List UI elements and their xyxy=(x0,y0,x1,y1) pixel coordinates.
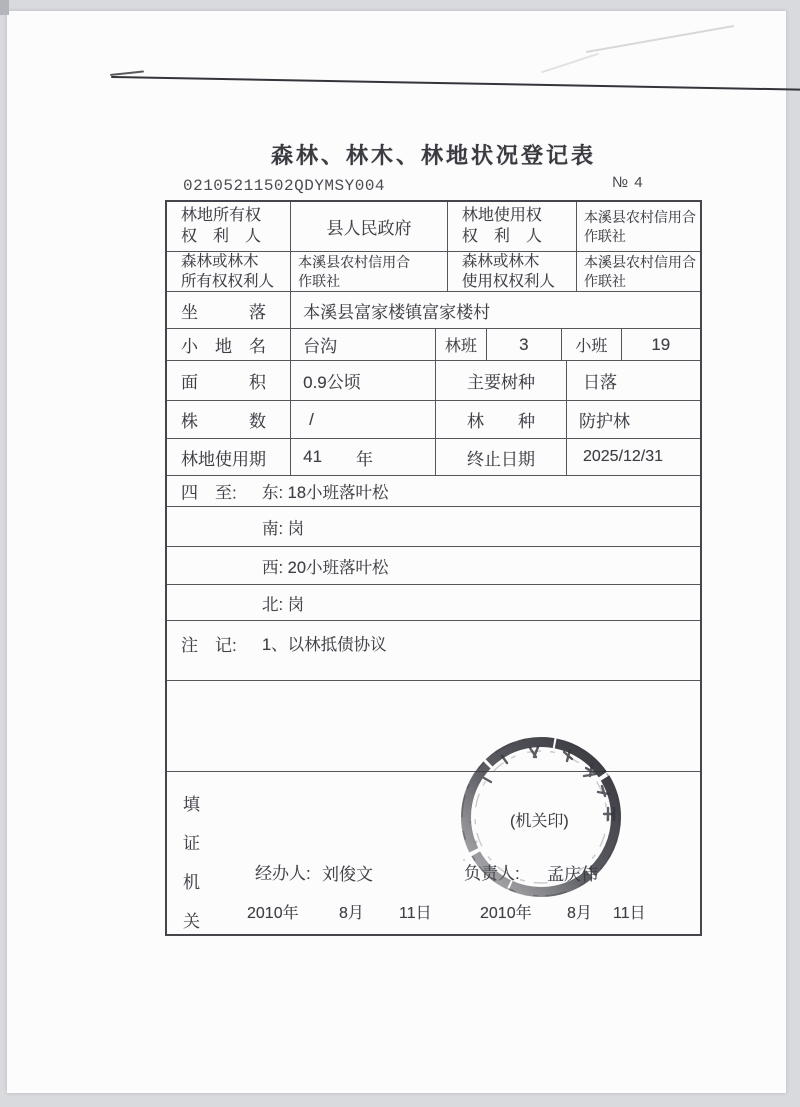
forest-owner-label-line1: 森林或林木 xyxy=(181,252,259,270)
serial-number: 02105211502QDYMSY004 xyxy=(183,177,386,195)
table-row-boundary-south xyxy=(167,507,700,547)
boundary-north-value: 北: 岗 xyxy=(262,595,305,614)
date-left-day: 11日 xyxy=(399,905,432,922)
boundaries-label: 四 至: xyxy=(181,483,237,503)
handler-name: 刘俊文 xyxy=(322,865,373,884)
place-name-value: 台沟 xyxy=(291,329,436,360)
agency-vertical-label xyxy=(183,790,200,932)
sub-block-label: 小班 xyxy=(562,329,622,360)
handler-label: 经办人: xyxy=(255,864,311,883)
boundary-south-value: 南: 岗 xyxy=(262,519,305,538)
forest-type-label: 林 种 xyxy=(436,401,567,438)
official-seal-stamp xyxy=(446,722,636,912)
date-right-year: 2010年 xyxy=(480,905,532,922)
agency-char: 关 xyxy=(183,912,200,931)
table-row-notes xyxy=(167,621,700,681)
table-row-place-name xyxy=(167,329,700,361)
forest-block-label: 林班 xyxy=(436,329,487,360)
table-row-boundary-west xyxy=(167,547,700,585)
date-right-day: 11日 xyxy=(613,905,646,922)
land-owner-value: 县人民政府 xyxy=(291,202,448,251)
table-row-tree-count xyxy=(167,401,700,439)
notes-label: 注 记: xyxy=(181,636,237,655)
table-row-forest-rights xyxy=(167,252,700,292)
land-owner-label-line1: 林地所有权 xyxy=(181,207,262,225)
land-user-label-line1: 林地使用权 xyxy=(461,207,542,225)
table-row-boundary-north xyxy=(167,585,700,621)
area-value: 0.9公顷 xyxy=(291,361,436,400)
table-row-location xyxy=(167,292,700,329)
table-row-use-period xyxy=(167,439,700,476)
forest-user-label-line2: 使用权权利人 xyxy=(461,272,555,290)
end-date-label: 终止日期 xyxy=(436,439,567,475)
sheet-number: № 4 xyxy=(612,174,644,191)
forest-owner-value: 本溪县农村信用合作联社 xyxy=(291,252,448,291)
table-row-land-rights xyxy=(167,202,700,252)
use-period-label: 林地使用期 xyxy=(167,439,291,475)
date-right-month: 8月 xyxy=(567,905,592,922)
date-left-month: 8月 xyxy=(339,905,364,922)
forest-user-value: 本溪县农村信用合作联社 xyxy=(583,254,696,289)
scan-corner-artifact xyxy=(0,0,9,15)
land-user-label xyxy=(448,202,577,251)
main-species-value: 日落 xyxy=(582,373,617,392)
table-row-boundary-east xyxy=(167,476,700,507)
place-name-label: 小 地 名 xyxy=(167,329,291,360)
tree-count-value: / xyxy=(291,401,436,438)
forest-user-label xyxy=(448,252,577,291)
end-date-value: 2025/12/31 xyxy=(582,448,664,465)
forest-user-label-line1: 森林或林木 xyxy=(461,252,540,270)
document-title: 森林、林木、林地状况登记表 xyxy=(270,143,596,168)
forest-type-value: 防护林 xyxy=(579,412,631,431)
use-period-cell xyxy=(291,439,436,475)
location-value: 本溪县富家楼镇富家楼村 xyxy=(303,302,491,322)
agency-char: 证 xyxy=(183,834,200,853)
table-row-area xyxy=(167,361,700,401)
location-label: 坐 落 xyxy=(167,292,291,328)
land-user-value: 本溪县农村信用合作联社 xyxy=(583,209,696,244)
notes-value: 1、以林抵债协议 xyxy=(262,636,387,654)
manager-label: 负责人: xyxy=(464,864,520,883)
boundary-west-value: 西: 20小班落叶松 xyxy=(262,558,389,577)
forest-owner-label xyxy=(167,252,291,291)
forest-block-value: 3 xyxy=(487,329,562,360)
tree-count-label: 株 数 xyxy=(167,401,291,438)
land-user-label-line2: 权 利 人 xyxy=(461,227,542,245)
use-period-unit: 年 xyxy=(356,449,374,469)
boundary-east-value: 东: 18小班落叶松 xyxy=(262,484,389,502)
sub-block-value: 19 xyxy=(651,334,671,354)
seal-caption: (机关印) xyxy=(510,813,569,830)
area-label: 面 积 xyxy=(167,361,291,400)
manager-name: 孟庆伟 xyxy=(547,865,598,884)
main-species-label: 主要树种 xyxy=(436,361,567,400)
date-left-year: 2010年 xyxy=(247,905,299,922)
land-owner-label-line2: 权 利 人 xyxy=(181,227,262,245)
forest-owner-label-line2: 所有权权利人 xyxy=(181,272,275,290)
agency-char: 机 xyxy=(183,873,200,892)
use-period-value: 41 xyxy=(303,447,323,466)
agency-char: 填 xyxy=(183,795,200,814)
land-owner-label xyxy=(167,202,291,251)
